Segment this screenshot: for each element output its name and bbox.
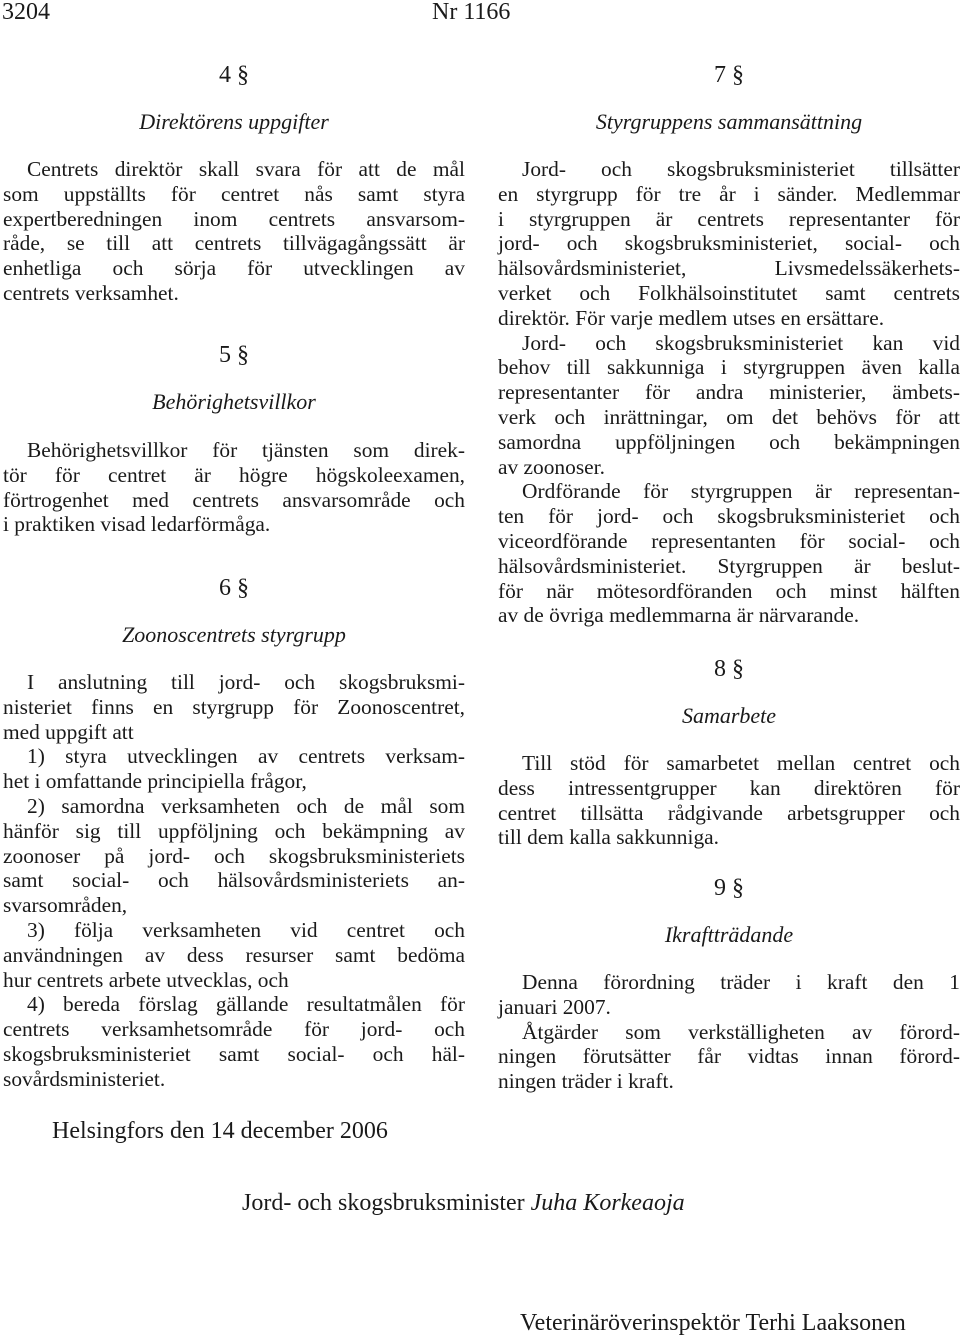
text-line: I anslutning till jord- och skogsbruksmi- (27, 670, 465, 694)
text-line: 2) samordna verksamheten och de mål som (27, 793, 465, 818)
text-line: direktör. För varje medlem utses en ersättare. (498, 305, 885, 330)
section-5-title: Behörighetsvillkor (152, 389, 316, 414)
page-number: 3204 (2, 0, 50, 25)
section-5-paragraph (3, 438, 465, 537)
text-line: januari 2007. (498, 994, 611, 1019)
section-4-paragraph (3, 157, 465, 306)
text-line: centret tillsätta rådgivande arbetsgrupper och (498, 800, 960, 825)
minister-signature (242, 1189, 685, 1217)
text-line: centrets verksamhetsområde för jord- och (3, 1017, 465, 1042)
text-line: Jord- och skogsbruksministeriet tillsätter (522, 157, 960, 181)
text-line: representanter för andra ministerier, ämbets- (498, 380, 960, 405)
section-8-paragraph (498, 751, 960, 850)
section-7-paragraph (498, 157, 960, 628)
text-line: i styrgruppen är centrets representanter för (498, 206, 960, 231)
text-line: som uppställts för centret nås samt styra (3, 181, 465, 206)
text-line: en styrgrupp för tre år i sänder. Medlemmar (498, 181, 960, 206)
text-line: Denna förordning träder i kraft den 1 (522, 970, 960, 994)
section-8-number: 8 § (714, 656, 744, 682)
text-line: zoonoser på jord- och skogsbruksministeriets (3, 843, 465, 868)
section-6-title: Zoonoscentrets styrgrupp (122, 622, 346, 647)
text-line: till dem kalla sakkunniga. (498, 825, 719, 850)
text-line: hur centrets arbete utvecklas, och (3, 967, 289, 992)
text-line: råde, se till att centrets tillvägagångssätt är (3, 231, 465, 256)
statute-number: Nr 1166 (432, 0, 511, 25)
text-line: av de övriga medlemmarna är närvarande. (498, 603, 860, 628)
section-4-number: 4 § (219, 62, 249, 88)
text-line: svarsområden, (3, 893, 128, 918)
text-line: verket och Folkhälsoinstitutet samt centrets (498, 280, 960, 305)
text-line: nisteriet finns en styrgrupp för Zoonoscentret, (3, 694, 465, 719)
text-line: Till stöd för samarbetet mellan centret och (522, 751, 960, 775)
text-line: verk och inrättningar, om det behövs för att (498, 404, 960, 429)
text-line: Centrets direktör skall svara för att de mål (27, 157, 465, 181)
section-6-number: 6 § (219, 575, 249, 601)
text-line: hälsovårdsministeriet, Livsmedelssäkerhets- (498, 256, 960, 281)
section-5-number: 5 § (219, 342, 249, 368)
text-line: hälsovårdsministeriet. Styrgruppen är beslut- (498, 553, 960, 578)
section-9-title: Ikraftträdande (664, 922, 794, 947)
text-line: av zoonoser. (498, 454, 605, 479)
text-line: hänför sig till uppföljning och bekämpning av (3, 818, 465, 843)
section-9-paragraph (498, 970, 960, 1094)
signing-date: Helsingfors den 14 december 2006 (52, 1118, 388, 1144)
text-line: sovårdsministeriet. (3, 1066, 166, 1091)
text-line: skogsbruksministeriet samt social- och häl- (3, 1041, 465, 1066)
text-line: centrets verksamhet. (3, 280, 179, 305)
text-line: enhetliga och sörja för utvecklingen av (3, 256, 465, 281)
section-8-title: Samarbete (681, 703, 777, 728)
text-line: i praktiken visad ledarförmåga. (3, 512, 271, 537)
text-line: Åtgärder som verkställigheten av förord- (522, 1019, 960, 1044)
section-9-number: 9 § (714, 875, 744, 901)
section-6-paragraph (3, 670, 465, 1092)
text-line: expertberedningen inom centrets ansvarsom- (3, 206, 465, 231)
section-4-title: Direktörens uppgifter (139, 109, 329, 134)
inspector-signature: Veterinäröverinspektör Terhi Laaksonen (520, 1310, 906, 1336)
text-line: tör för centret är högre högskoleexamen, (3, 462, 465, 487)
text-line: ningen träder i kraft. (498, 1069, 674, 1094)
text-line: användningen av dess resurser samt bedöma (3, 942, 465, 967)
text-line: med uppgift att (3, 719, 134, 744)
text-line: samordna uppföljningen och bekämpningen (498, 429, 960, 454)
section-7-title: Styrgruppens sammansättning (595, 109, 863, 134)
text-line: het i omfattande principiella frågor, (3, 769, 307, 794)
text-line: förtrogenhet med centrets ansvarsområde och (3, 487, 465, 512)
minister-name: Juha Korkeaoja (530, 1190, 685, 1216)
text-line: ten för jord- och skogsbruksministeriet och (498, 504, 960, 529)
text-line: 1) styra utvecklingen av centrets verksam- (27, 744, 465, 769)
text-line: samt social- och hälsovårdsministeriets an- (3, 868, 465, 893)
text-line: viceordförande representanten för social- och (498, 528, 960, 553)
text-line: Jord- och skogsbruksministeriet kan vid (522, 330, 960, 355)
text-line: 4) bereda förslag gällande resultatmålen för (27, 992, 465, 1017)
text-line: 3) följa verksamheten vid centret och (27, 917, 465, 942)
section-7-number: 7 § (714, 62, 744, 88)
text-line: dess intressentgrupper kan direktören för (498, 775, 960, 800)
text-line: för när mötesordföranden och minst hälften (498, 578, 960, 603)
text-line: jord- och skogsbruksministeriet, social- och (498, 231, 960, 256)
text-line: Ordförande för styrgruppen är representan- (522, 479, 960, 504)
text-line: Behörighetsvillkor för tjänsten som direk- (27, 438, 465, 462)
text-line: ningen förutsätter får vidtas innan förord- (498, 1044, 960, 1069)
text-line: behov till sakkunniga i styrgruppen även kalla (498, 355, 960, 380)
minister-title: Jord- och skogsbruksminister (242, 1190, 525, 1216)
